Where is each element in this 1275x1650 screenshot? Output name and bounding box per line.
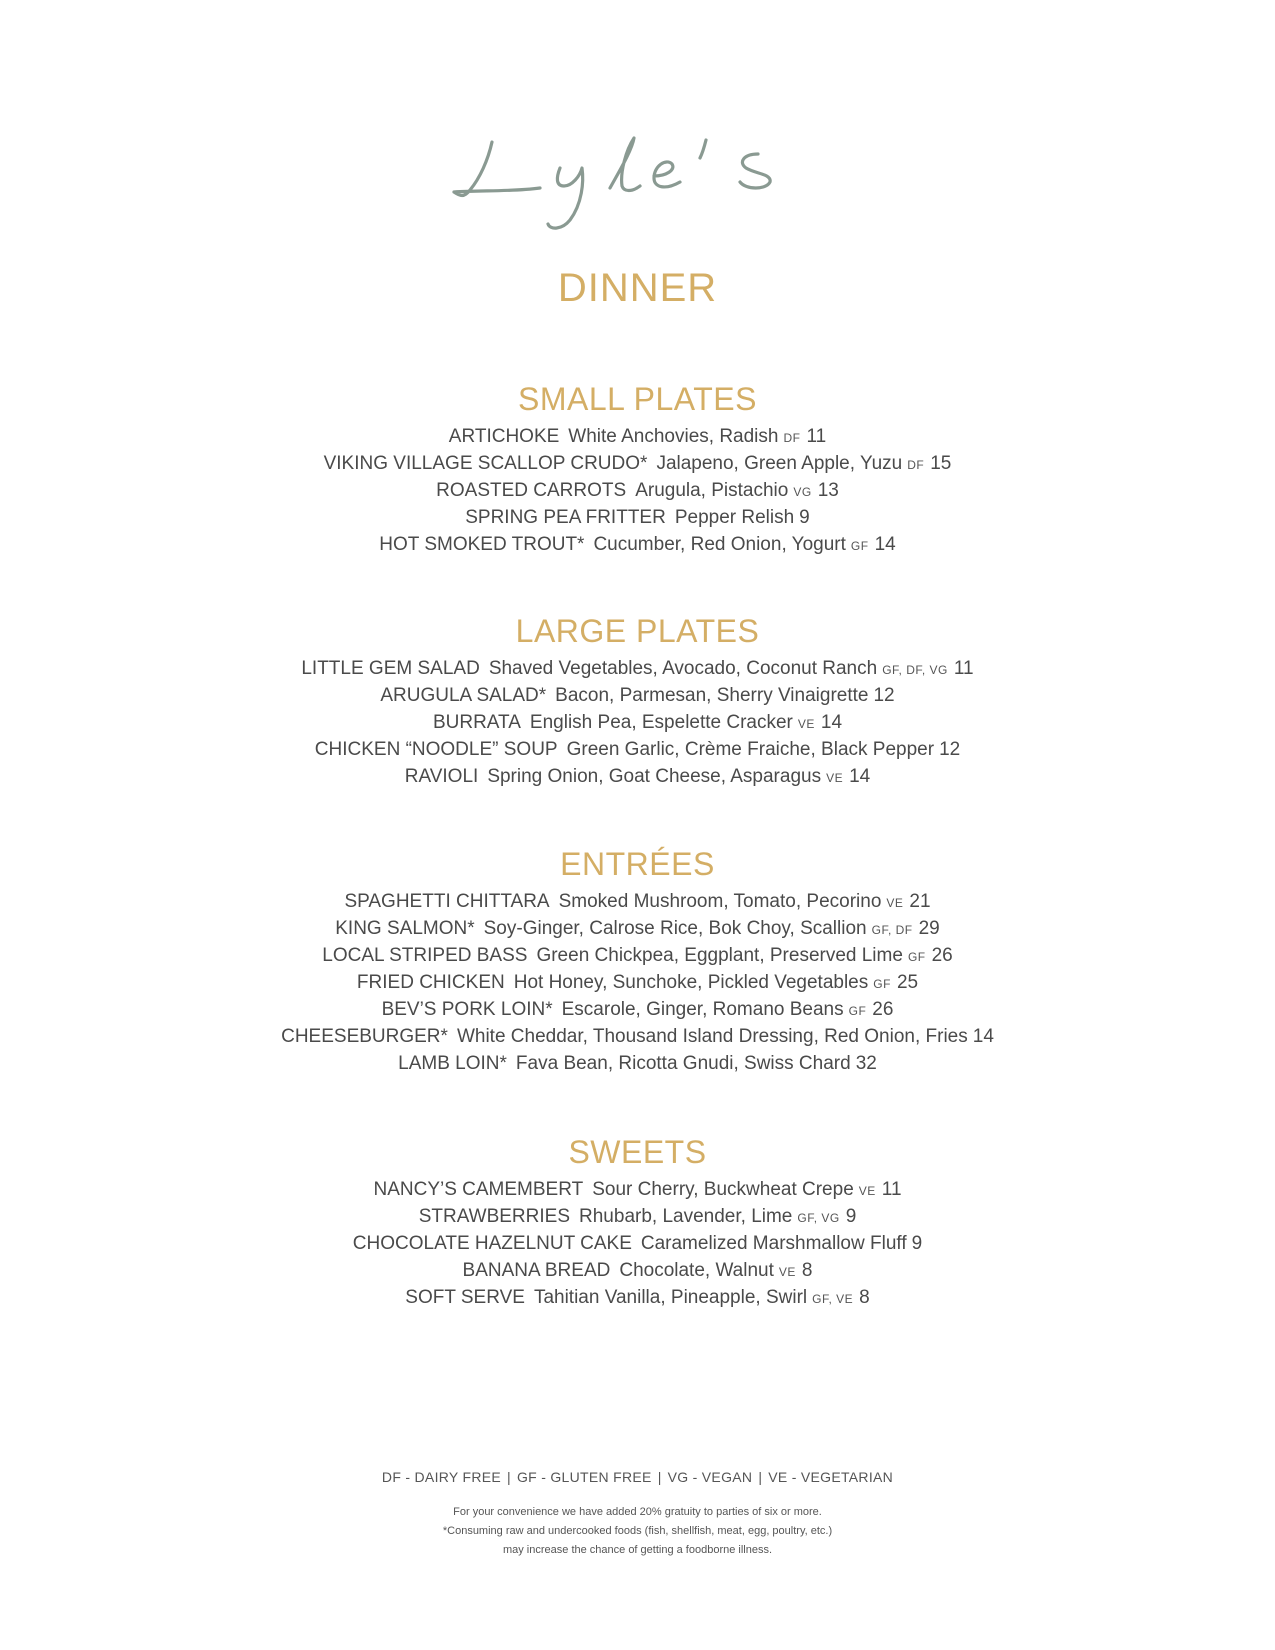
menu-item bbox=[0, 996, 1275, 1023]
menu-item bbox=[0, 915, 1275, 942]
item-description: Tahitian Vanilla, Pineapple, Swirl bbox=[533, 1287, 808, 1308]
lyles-logo bbox=[440, 120, 840, 245]
item-description: Sour Cherry, Buckwheat Crepe bbox=[592, 1179, 854, 1200]
item-price: 14 bbox=[849, 766, 871, 787]
item-description: Rhubarb, Lavender, Lime bbox=[579, 1206, 793, 1227]
item-description: Shaved Vegetables, Avocado, Coconut Ranch bbox=[488, 658, 878, 679]
item-tags: VE bbox=[858, 1184, 876, 1198]
item-price: 9 bbox=[911, 1233, 923, 1254]
item-tags: GF bbox=[848, 1004, 867, 1018]
dietary-legend bbox=[0, 1469, 1275, 1485]
item-price: 26 bbox=[931, 945, 953, 966]
item-price: 13 bbox=[817, 480, 839, 501]
item-description: Escarole, Ginger, Romano Beans bbox=[561, 999, 844, 1020]
item-price: 26 bbox=[872, 999, 894, 1020]
item-price: 29 bbox=[918, 918, 940, 939]
item-tags: VE bbox=[797, 717, 815, 731]
menu-item bbox=[0, 888, 1275, 915]
item-price: 21 bbox=[909, 891, 931, 912]
item-name: LAMB LOIN* bbox=[398, 1053, 507, 1074]
item-description: Spring Onion, Goat Cheese, Asparagus bbox=[487, 766, 822, 787]
item-tags: GF bbox=[873, 977, 891, 991]
menu-item bbox=[0, 423, 1275, 450]
item-price: 11 bbox=[806, 426, 827, 447]
item-price: 8 bbox=[801, 1260, 813, 1281]
item-description: Soy-Ginger, Calrose Rice, Bok Choy, Scallion bbox=[483, 918, 867, 939]
item-description: English Pea, Espelette Cracker bbox=[529, 712, 793, 733]
item-price: 25 bbox=[896, 972, 919, 993]
item-description: Pepper Relish bbox=[674, 507, 795, 528]
item-tags: VE bbox=[826, 771, 844, 785]
legend-gluten-free: GF - GLUTEN FREE bbox=[516, 1469, 652, 1485]
menu-item bbox=[0, 504, 1275, 531]
menu-item bbox=[0, 1050, 1275, 1077]
section-entrees bbox=[0, 842, 1275, 1077]
item-tags: GF, VE bbox=[812, 1292, 854, 1306]
page-title: DINNER bbox=[557, 266, 718, 310]
item-name: LOCAL STRIPED BASS bbox=[322, 945, 528, 966]
item-description: Arugula, Pistachio bbox=[635, 480, 789, 501]
item-description: White Cheddar, Thousand Island Dressing, Red Onion, Fries bbox=[456, 1026, 968, 1047]
menu-item bbox=[0, 477, 1275, 504]
item-name: ARUGULA SALAD* bbox=[380, 685, 547, 706]
item-name: BEV’S PORK LOIN* bbox=[381, 999, 553, 1020]
item-price: 8 bbox=[859, 1287, 870, 1308]
menu-item bbox=[0, 1257, 1275, 1284]
item-name: STRAWBERRIES bbox=[418, 1206, 571, 1227]
item-description: Green Garlic, Crème Fraiche, Black Pepper bbox=[566, 739, 935, 760]
gratuity-note: For your convenience we have added 20% gratuity to parties of six or more. bbox=[453, 1506, 822, 1518]
item-name: LITTLE GEM SALAD bbox=[301, 658, 480, 679]
item-name: BURRATA bbox=[432, 712, 521, 733]
item-tags: GF, DF, VG bbox=[882, 663, 948, 677]
section-large-plates bbox=[0, 609, 1275, 790]
menu-item bbox=[0, 1230, 1275, 1257]
item-description: Cucumber, Red Onion, Yogurt bbox=[593, 534, 846, 555]
item-name: BANANA BREAD bbox=[462, 1260, 611, 1281]
section-title: LARGE PLATES bbox=[515, 613, 760, 649]
item-name: NANCY’S CAMEMBERT bbox=[373, 1179, 584, 1200]
item-price: 14 bbox=[874, 534, 896, 555]
item-name: FRIED CHICKEN bbox=[356, 972, 505, 993]
menu-item bbox=[0, 942, 1275, 969]
item-description: Green Chickpea, Eggplant, Preserved Lime bbox=[536, 945, 903, 966]
menu-item bbox=[0, 531, 1275, 558]
item-price: 14 bbox=[972, 1026, 994, 1047]
section-title: ENTRÉES bbox=[560, 846, 715, 882]
menu-item bbox=[0, 969, 1275, 996]
item-price: 12 bbox=[939, 739, 961, 760]
item-name: VIKING VILLAGE SCALLOP CRUDO* bbox=[323, 453, 648, 474]
item-tags: GF bbox=[850, 539, 869, 553]
item-tags: GF, DF bbox=[871, 923, 913, 937]
raw-food-warning: *Consuming raw and undercooked foods (fish, shellfish, meat, egg, poultry, etc.) bbox=[442, 1525, 833, 1537]
item-name: CHOCOLATE HAZELNUT CAKE bbox=[352, 1233, 632, 1254]
section-sweets bbox=[0, 1130, 1275, 1311]
menu-item bbox=[0, 1176, 1275, 1203]
item-price: 9 bbox=[845, 1206, 857, 1227]
legend-vegetarian: VE - VEGETARIAN bbox=[768, 1469, 894, 1485]
logo-script-icon bbox=[440, 120, 840, 245]
item-price: 11 bbox=[953, 658, 974, 679]
item-description: Hot Honey, Sunchoke, Pickled Vegetables bbox=[513, 972, 869, 993]
item-name: HOT SMOKED TROUT* bbox=[379, 534, 585, 555]
item-description: Caramelized Marshmallow Fluff bbox=[640, 1233, 907, 1254]
item-name: SPAGHETTI CHITTARA bbox=[344, 891, 550, 912]
item-tags: VG bbox=[793, 485, 812, 499]
item-price: 32 bbox=[855, 1053, 877, 1074]
raw-food-warning-cont: may increase the chance of getting a foodborne illness. bbox=[502, 1544, 773, 1556]
item-tags: GF, VG bbox=[797, 1211, 840, 1225]
item-name: KING SALMON* bbox=[335, 918, 475, 939]
menu-item bbox=[0, 1284, 1275, 1311]
legend-dairy-free: DF - DAIRY FREE bbox=[381, 1469, 502, 1485]
section-small-plates bbox=[0, 377, 1275, 558]
item-name: ROASTED CARROTS bbox=[436, 480, 627, 501]
item-name: SOFT SERVE bbox=[405, 1287, 525, 1308]
legend-separator: | bbox=[507, 1469, 511, 1485]
section-title: SWEETS bbox=[568, 1134, 707, 1170]
legend-separator: | bbox=[657, 1469, 662, 1485]
item-price: 14 bbox=[820, 712, 843, 733]
item-tags: VE bbox=[886, 896, 904, 910]
item-tags: VE bbox=[778, 1265, 796, 1279]
item-tags: DF bbox=[907, 458, 925, 472]
item-description: Bacon, Parmesan, Sherry Vinaigrette bbox=[555, 685, 869, 706]
item-name: CHICKEN “NOODLE” SOUP bbox=[314, 739, 558, 760]
item-description: White Anchovies, Radish bbox=[568, 426, 779, 447]
item-name: CHEESEBURGER* bbox=[281, 1026, 448, 1047]
menu-item bbox=[0, 763, 1275, 790]
menu-item bbox=[0, 1023, 1275, 1050]
menu-item bbox=[0, 450, 1275, 477]
menu-item bbox=[0, 682, 1275, 709]
item-price: 12 bbox=[873, 685, 895, 706]
section-title: SMALL PLATES bbox=[518, 381, 757, 417]
menu-item bbox=[0, 736, 1275, 763]
item-name: RAVIOLI bbox=[404, 766, 479, 787]
item-price: 15 bbox=[930, 453, 952, 474]
menu-item bbox=[0, 1203, 1275, 1230]
item-name: SPRING PEA FRITTER bbox=[465, 507, 666, 528]
menu-item bbox=[0, 709, 1275, 736]
item-tags: DF bbox=[783, 431, 801, 445]
item-description: Chocolate, Walnut bbox=[619, 1260, 774, 1281]
item-tags: GF bbox=[907, 950, 926, 964]
legend-separator: | bbox=[758, 1469, 763, 1485]
footer-notes bbox=[0, 1503, 1275, 1560]
item-name: ARTICHOKE bbox=[448, 426, 560, 447]
item-description: Fava Bean, Ricotta Gnudi, Swiss Chard bbox=[515, 1053, 851, 1074]
item-price: 11 bbox=[881, 1179, 902, 1200]
item-price: 9 bbox=[799, 507, 810, 528]
item-description: Smoked Mushroom, Tomato, Pecorino bbox=[558, 891, 882, 912]
menu-item bbox=[0, 655, 1275, 682]
legend-vegan: VG - VEGAN bbox=[667, 1469, 753, 1485]
item-description: Jalapeno, Green Apple, Yuzu bbox=[656, 453, 903, 474]
